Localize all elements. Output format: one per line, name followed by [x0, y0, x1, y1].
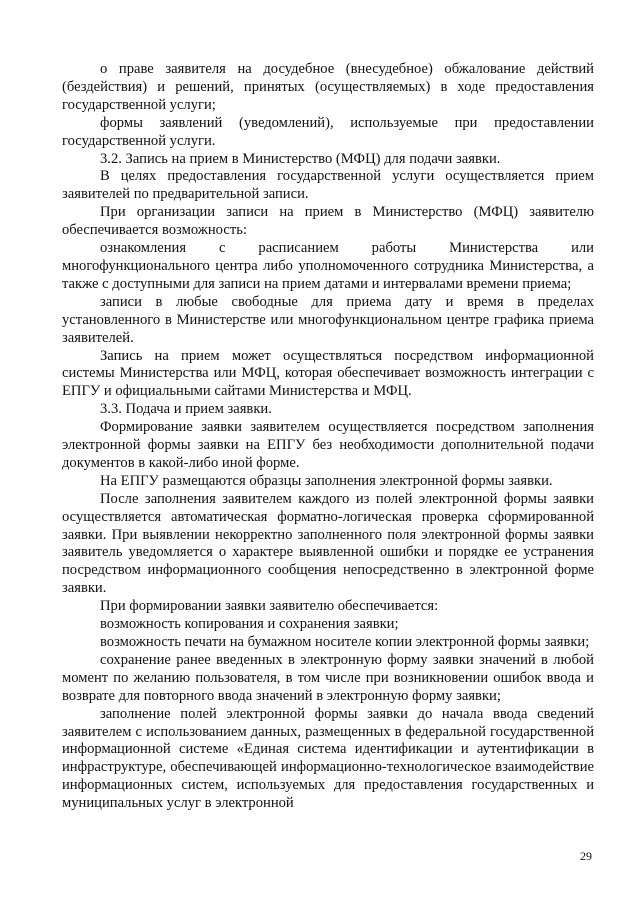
paragraph-print: возможность печати на бумажном носителе копии электронной формы заявки; — [100, 634, 590, 650]
paragraph-info-system: Запись на прием может осуществляться посредством информационной системы Министерства или МФЦ, которая обеспечивает возможность интеграции с ЕПГУ и официальными сайтами Министерства и МФЦ. — [62, 347, 594, 400]
paragraph-save-values: сохранение ранее введенных в электронную форму заявки значений в любой момент по желанию пользователя, в том числе при возникновении ошибок ввода и возврате для повторного ввода значений в электронную форму заявки; — [62, 651, 594, 704]
paragraph-samples: На ЕПГУ размещаются образцы заполнения электронной формы заявки. — [100, 472, 553, 489]
paragraph-copy-save: возможность копирования и сохранения заявки; — [100, 616, 399, 633]
paragraph-appeal-right: о праве заявителя на досудебное (внесудебное) обжалование действий (бездействия) и решений, принятых (осуществляемых) в ходе предоставления государственной услуги; — [62, 61, 594, 113]
section-heading-3-3: 3.3. Подача и прием заявки. — [100, 401, 272, 418]
paragraph-schedule-familiarization: ознакомления с расписанием работы Министерства или многофункционального центра либо уполномоченного сотрудника Министерства, а также с доступными для записи на прием датами и интервалами времени приема; — [62, 240, 594, 292]
paragraph-preliminary-record: В целях предоставления государственной услуги осуществляется прием заявителей по предварительной записи. — [62, 168, 594, 203]
page-number: 29 — [580, 849, 592, 863]
paragraph-form-filling: Формирование заявки заявителем осуществляется посредством заполнения электронной формы заявки на ЕПГУ без необходимости дополнительной подачи документов в какой-либо иной форме. — [62, 419, 594, 471]
paragraph-prefill: заполнение полей электронной формы заявки до начала ввода сведений заявителем с использованием данных, размещенных в федеральной государственной информационной системе «Единая система идентификации и аутентификации в инфраструктуре, обеспечивающей информационно-технологическое взаимодействие информационных систем, используемых для предоставления государственных и муниципальных услуг в электронной — [62, 705, 594, 812]
document-body — [62, 61, 594, 813]
paragraph-forms: формы заявлений (уведомлений), используемые при предоставлении государственной услуги. — [62, 114, 594, 149]
paragraph-provided: При формировании заявки заявителю обеспечивается: — [100, 598, 439, 615]
section-heading-3-2: 3.2. Запись на прием в Министерство (МФЦ) для подачи заявки. — [100, 150, 501, 167]
paragraph-format-check: После заполнения заявителем каждого из полей электронной формы заявки осуществляется автоматическая форматно-логическая проверка сформированной заявки. При выявлении некорректно заполненного поля электронной формы заявки заявитель уведомляется о характере выявленной ошибки и порядке ее устранения посредством информационного сообщения непосредственно в электронной форме заявки. — [62, 490, 594, 597]
paragraph-free-slots: записи в любые свободные для приема дату и время в пределах установленного в Министерстве или многофункциональном центре графика приема заявителей. — [62, 293, 594, 346]
paragraph-record-organization: При организации записи на прием в Министерство (МФЦ) заявителю обеспечивается возможность: — [62, 204, 594, 239]
